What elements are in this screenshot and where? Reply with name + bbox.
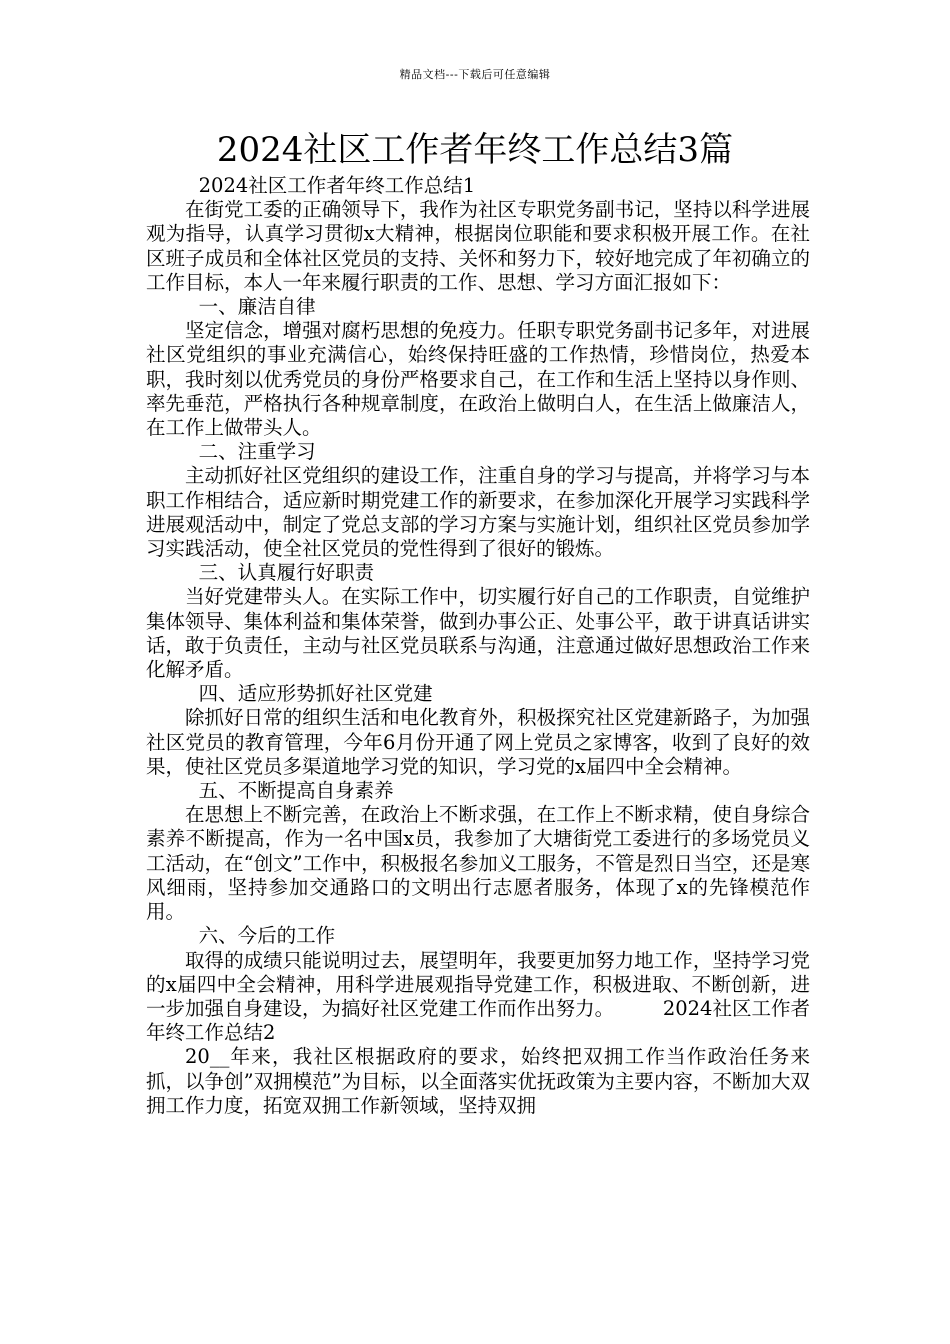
section-heading-4: 四、适应形势抓好社区党建 <box>198 682 433 706</box>
section-2-paragraph: 主动抓好社区党组织的建设工作，注重自身的学习与提高，并将学习与本职工作相结合，适应新时期党建工作的新要求，在参加深化开展学习实践科学进展观活动中，制定了党总支部的学习方案与实施计划，组织社区党员参加学习实践活动，使全社区党员的党性得到了很好的锻炼。 <box>146 464 810 561</box>
section-1-paragraph: 坚定信念，增强对腐朽思想的免疫力。任职专职党务副书记多年，对进展社区党组织的事业充满信心，始终保持旺盛的工作热情，珍惜岗位，热爱本职，我时刻以优秀党员的身份严格要求自己，在工作和生活上坚持以身作则、率先垂范，严格执行各种规章制度，在政治上做明白人，在生活上做廉洁人，在工作上做带头人。 <box>146 319 810 440</box>
section-3-paragraph: 当好党建带头人。在实际工作中，切实履行好自己的工作职责，自觉维护集体领导、集体利益和集体荣誉，做到办事公正、处事公平，敢于讲真话讲实话，敢于负责任，主动与社区党员联系与沟通，注意通过做好思想政治工作来化解矛盾。 <box>146 585 810 682</box>
section-heading-3: 三、认真履行好职责 <box>198 561 375 585</box>
closing-text: 取得的成绩只能说明过去，展望明年，我要更加努力地工作，坚持学习党的x届四中全会精神，用科学进展观指导党建工作，积极进取、不断创新，进一步加强自身建设，为搞好社区党建工作而作出努力。 <box>146 948 810 1020</box>
document-body <box>146 174 810 1118</box>
section-heading-5: 五、不断提高自身素养 <box>198 779 394 803</box>
header-note: 精品文档---下载后可任意编辑 <box>399 68 551 81</box>
section-heading-6: 六、今后的工作 <box>198 924 336 948</box>
intro-paragraph: 在街党工委的正确领导下，我作为社区专职党务副书记，坚持以科学进展观为指导，认真学习贯彻x大精神，根据岗位职能和要求积极开展工作。在社区班子成员和全体社区党员的支持、关怀和努力下，较好地完成了年初确立的工作目标，本人一年来履行职责的工作、思想、学习方面汇报如下： <box>146 198 810 294</box>
closing-paragraph <box>146 949 810 1046</box>
section-4-paragraph: 除抓好日常的组织生活和电化教育外，积极探究社区党建新路子，为加强社区党员的教育管理，今年6月份开通了网上党员之家博客，收到了良好的效果，使社区党员多渠道地学习党的知识，学习党的x届四中全会精神。 <box>146 706 810 778</box>
article-1-heading: 2024社区工作者年终工作总结1 <box>198 174 476 197</box>
document-title: 2024社区工作者年终工作总结3篇 <box>216 130 734 170</box>
article-2-paragraph: 20__年来，我社区根据政府的要求，始终把双拥工作当作政治任务来抓，以争创”双拥模范”为目标，以全面落实优抚政策为主要内容，不断加大双拥工作力度，拓宽双拥工作新领域，坚持双拥 <box>146 1045 810 1117</box>
section-heading-2: 二、注重学习 <box>198 440 316 464</box>
section-heading-1: 一、廉洁自律 <box>198 295 316 319</box>
section-5-paragraph: 在思想上不断完善，在政治上不断求强，在工作上不断求精，使自身综合素养不断提高，作为一名中国x员，我参加了大塘街党工委进行的多场党员义工活动，在“创文”工作中，积极报名参加义工服务，不管是烈日当空，还是寒风细雨，坚持参加交通路口的文明出行志愿者服务，体现了x的先锋模范作用。 <box>146 803 810 924</box>
article-2-heading: 2024社区工作者年终工作总结2 <box>146 996 810 1045</box>
